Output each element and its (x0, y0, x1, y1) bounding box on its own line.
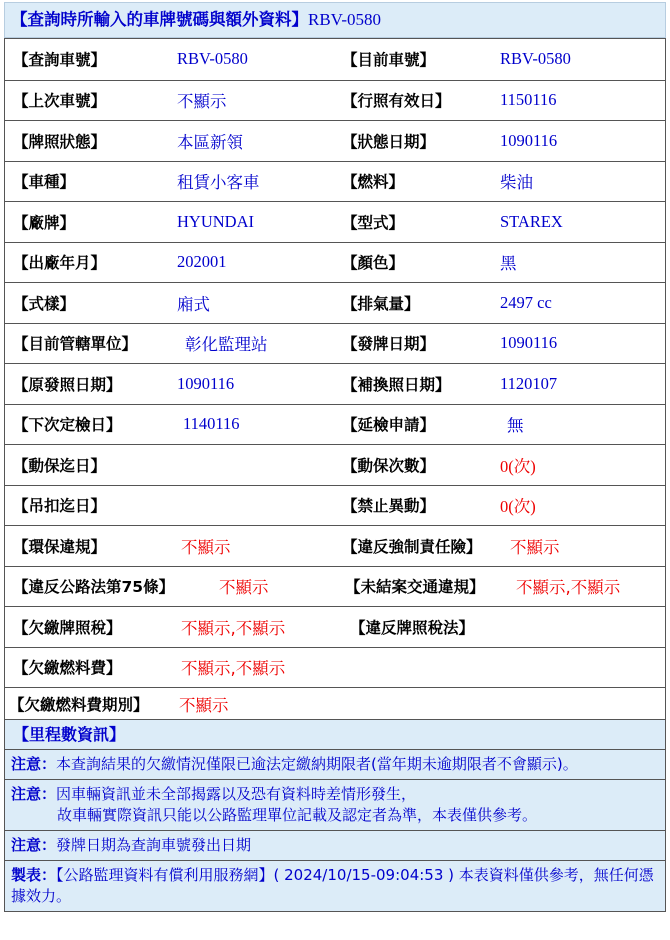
notice-text: 本查詢結果的欠繳情況僅限已逾法定繳納期限者(當年期未逾期限者不會顯示)。 (56, 755, 578, 773)
notice-box (5, 749, 665, 779)
field-label: 【式樣】 (13, 294, 76, 313)
field-value: 2497 cc (500, 292, 552, 312)
table-row (5, 39, 665, 80)
field-value: 不顯示 (181, 537, 231, 557)
field-label: 【延檢申請】 (342, 416, 436, 435)
field-label: 【欠繳燃料費期別】 (9, 695, 149, 714)
table-row (5, 323, 665, 364)
field-value: 柴油 (500, 173, 533, 193)
field-label: 【環保違規】 (13, 537, 107, 556)
table-row (5, 525, 665, 566)
field-label: 【顏色】 (342, 254, 405, 273)
field-label: 【牌照狀態】 (13, 132, 107, 151)
mileage-section-header: 【里程數資訊】 (5, 719, 665, 749)
notice-text-line2: 故車輛實際資訊只能以公路監理單位記載及認定者為準，本表僅供參考。 (57, 806, 538, 824)
table-row (5, 566, 665, 607)
field-value: 不顯示 (177, 92, 227, 112)
field-label: 【未結案交通違規】 (345, 578, 485, 597)
table-row (5, 606, 665, 647)
notice-box (5, 779, 665, 830)
field-value: 1150116 (500, 90, 557, 110)
table-row (5, 120, 665, 161)
query-header (4, 2, 666, 38)
field-value: 不顯示,不顯示 (516, 578, 621, 598)
field-value: 不顯示,不顯示 (181, 618, 286, 638)
field-label: 【行照有效日】 (342, 92, 451, 111)
field-value: RBV-0580 (177, 49, 248, 69)
field-value: 1120107 (500, 373, 558, 393)
field-label: 【違反牌照稅法】 (350, 618, 475, 637)
footer-label: 製表： (11, 866, 57, 884)
field-label: 【廠牌】 (13, 213, 76, 232)
field-label: 【下次定檢日】 (13, 416, 122, 435)
field-label: 【補換照日期】 (342, 375, 451, 394)
notice-text: 因車輛資訊並未全部揭露以及恐有資料時差情形發生， (56, 785, 417, 803)
field-label: 【欠繳牌照稅】 (13, 618, 122, 637)
field-label: 【狀態日期】 (342, 132, 436, 151)
field-value: 黑 (500, 254, 517, 274)
field-value: 彰化監理站 (185, 335, 268, 355)
field-label: 【吊扣迄日】 (13, 497, 107, 516)
field-label: 【查詢車號】 (13, 51, 107, 70)
table-row (5, 647, 665, 688)
field-value: 0(次) (500, 456, 536, 476)
field-value: 不顯示,不顯示 (181, 659, 286, 679)
field-value: 不顯示 (219, 578, 269, 598)
table-row (5, 485, 665, 526)
table-row (5, 282, 665, 323)
table-row (5, 80, 665, 121)
notice-text: 發牌日期為查詢車號發出日期 (56, 836, 252, 854)
table-row (5, 201, 665, 242)
field-label: 【車種】 (13, 173, 76, 192)
footer-text: 【公路監理資料有償利用服務網】( 2024/10/15-09:04:53 ) 本表資料僅供參考，無任何憑據效力。 (11, 866, 654, 905)
field-label: 【發牌日期】 (342, 335, 436, 354)
table-row (5, 242, 665, 283)
field-value: 不顯示 (179, 695, 229, 715)
field-label: 【動保次數】 (342, 456, 436, 475)
table-row (5, 687, 665, 719)
field-label: 【目前車號】 (342, 51, 436, 70)
field-value: 1090116 (500, 333, 558, 353)
field-label: 【違反強制責任險】 (342, 537, 482, 556)
query-header-title: 【查詢時所輸入的車牌號碼與額外資料】 (11, 10, 308, 29)
query-header-plate: RBV-0580 (308, 10, 382, 29)
field-value: 1090116 (500, 130, 558, 150)
report-footer (5, 860, 665, 911)
field-label: 【原發照日期】 (13, 375, 122, 394)
field-label: 【目前管轄單位】 (13, 335, 138, 354)
notice-label: 注意： (11, 785, 57, 803)
field-value: HYUNDAI (177, 211, 254, 231)
field-label: 【燃料】 (342, 173, 405, 192)
field-label: 【出廠年月】 (13, 254, 107, 273)
notice-box (5, 830, 665, 860)
notice-label: 注意： (11, 755, 57, 773)
field-value: 廂式 (177, 294, 210, 314)
field-value: 1140116 (183, 414, 240, 434)
notice-label: 注意： (11, 836, 57, 854)
field-value: 本區新領 (177, 132, 243, 152)
field-label: 【排氣量】 (342, 294, 420, 313)
field-value: STAREX (500, 211, 563, 231)
field-value: 1090116 (177, 373, 235, 393)
field-value: RBV-0580 (500, 49, 571, 69)
field-value: 202001 (177, 252, 227, 272)
table-row (5, 363, 665, 404)
field-value: 無 (507, 416, 524, 436)
table-row (5, 444, 665, 485)
field-label: 【動保迄日】 (13, 456, 107, 475)
vehicle-info-table (4, 38, 666, 912)
field-value: 不顯示 (510, 537, 560, 557)
field-label: 【欠繳燃料費】 (13, 659, 122, 678)
field-label: 【上次車號】 (13, 92, 107, 111)
table-row (5, 404, 665, 445)
field-label: 【禁止異動】 (342, 497, 436, 516)
field-value: 租賃小客車 (177, 173, 260, 193)
table-row (5, 161, 665, 202)
field-label: 【型式】 (342, 213, 405, 232)
field-label: 【違反公路法第75條】 (13, 578, 175, 597)
field-value: 0(次) (500, 497, 536, 517)
